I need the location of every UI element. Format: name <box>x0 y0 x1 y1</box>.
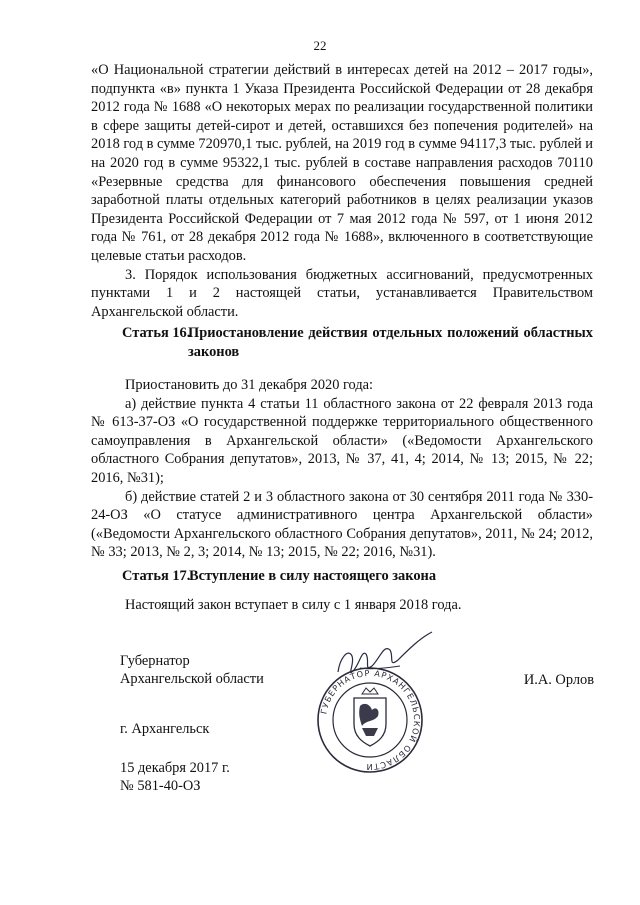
signatory-name: И.А. Орлов <box>523 672 594 688</box>
article-title: Вступление в силу настоящего закона <box>189 568 437 584</box>
intro-section <box>91 61 593 321</box>
governor-seal-and-signature <box>300 610 440 780</box>
article-number: Статья 17. <box>122 568 191 584</box>
law-date: 15 декабря 2017 г. <box>120 760 230 776</box>
page-number: 22 <box>313 38 327 53</box>
article-title: Приостановление действия отдельных положений областных законов <box>188 325 593 360</box>
intro-paragraph: 3. Порядок использования бюджетных ассигнований, предусмотренных пунктами 1 и 2 настоящей статьи, устанавливается Правительством Архангельской области. <box>91 266 593 320</box>
article-lead: Приостановить до 31 декабря 2020 года: <box>125 377 374 393</box>
signatory-position <box>120 652 264 688</box>
place-of-signing: г. Архангельск <box>120 721 210 737</box>
article-item-a: а) действие пункта 4 статьи 11 областного закона от 22 февраля 2013 года № 613-37-ОЗ «О государственной поддержке территориального общественного самоуправления в Архангельской области» («Ведомости Архангельского областного Собрания депутатов», 2013, № 37, 41, 4; 2014, № 13; 2015, № 22; 2016, №31); <box>91 395 593 486</box>
article-number: Статья 16. <box>122 325 191 341</box>
law-number: № 581-40-ОЗ <box>120 778 201 794</box>
position-line: Губернатор <box>120 653 190 669</box>
intro-paragraph: «О Национальной стратегии действий в интересах детей на 2012 – 2017 годы», подпункта «в» пункта 1 Указа Президента Российской Федерации от 28 декабря 2012 года № 1688 «О некоторых мерах по реализации государственной политики в сфере защиты детей-сирот и детей, оставшихся без попечения родителей» на 2018 год в сумме 720970,1 тыс. рублей, на 2019 год в сумме 94117,3 тыс. рублей и на 2020 год в сумме 95322,1 тыс. рублей в составе направления расходов 70110 «Резервные средства для финансового обеспечения повышения средней заработной платы отдельных категорий работников в целях реализации указов Президента Российской Федерации от 7 мая 2012 года № 597, от 1 июня 2012 года № 761, от 28 декабря 2012 года № 1688», включенного в соответствующие целевые статьи расходов. <box>91 62 593 264</box>
article-16-body <box>91 376 593 562</box>
position-line: Архангельской области <box>120 671 264 687</box>
article-text: Настоящий закон вступает в силу с 1 января 2018 года. <box>125 597 462 613</box>
article-item-b: б) действие статей 2 и 3 областного закона от 30 сентября 2011 года № 330-24-ОЗ «О статусе административного центра Архангельской области» («Ведомости Архангельского областного Собрания депутатов», 2011, № 24; 2012, № 33; 2013, № 2, 3; 2014, № 13; 2015, № 22; 2016, №31). <box>91 488 593 561</box>
seal-text: ГУБЕРНАТОР АРХАНГЕЛЬСКОЙ ОБЛАСТИ <box>318 667 423 773</box>
article-17-heading <box>91 567 593 586</box>
date-and-number <box>120 759 230 795</box>
article-16-heading <box>91 324 593 361</box>
